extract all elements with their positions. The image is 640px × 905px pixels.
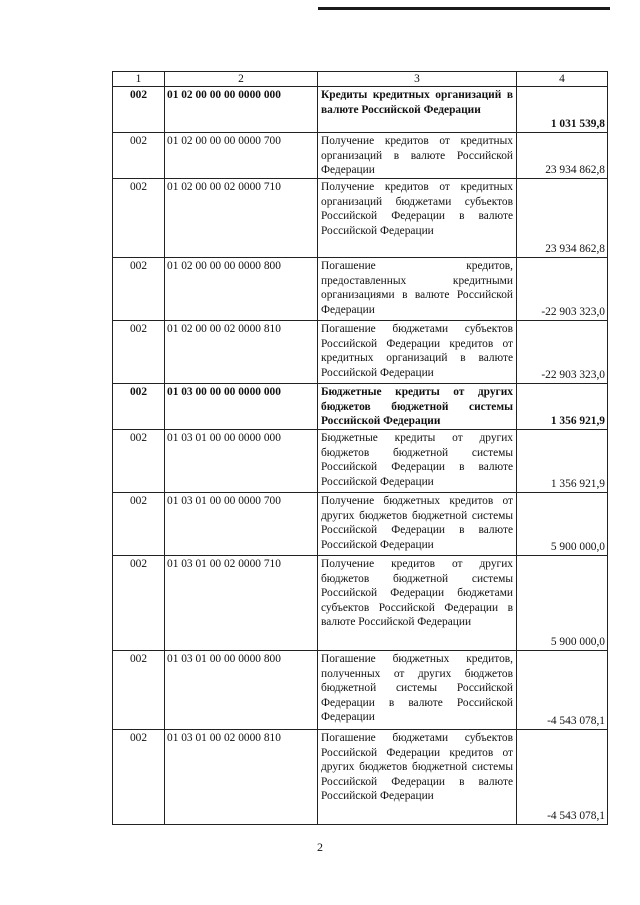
cell-c2: 01 02 00 00 02 0000 710 [165, 179, 318, 258]
cell-c3: Получение кредитов от других бюджетов бюджетной системы Российской Федерации бюджетами субъектов Российской Федерации в валюте Российской Федерации [318, 556, 517, 651]
cell-c4: -4 543 078,1 [517, 651, 608, 730]
cell-c1: 002 [113, 384, 165, 430]
cell-c2: 01 02 00 00 00 0000 700 [165, 133, 318, 179]
cell-c2: 01 03 01 00 00 0000 700 [165, 493, 318, 556]
cell-c4: -22 903 323,0 [517, 258, 608, 321]
cell-c4: 5 900 000,0 [517, 493, 608, 556]
table-row [113, 493, 608, 556]
cell-c4: 1 031 539,8 [517, 87, 608, 133]
cell-c2: 01 02 00 00 00 0000 000 [165, 87, 318, 133]
table-row [113, 133, 608, 179]
header-cell-1: 1 [113, 72, 165, 87]
cell-c1: 002 [113, 179, 165, 258]
cell-c2: 01 03 01 00 02 0000 810 [165, 730, 318, 825]
cell-c2: 01 03 01 00 00 0000 000 [165, 430, 318, 493]
cell-c3: Погашение бюджетами субъектов Российской Федерации кредитов от других бюджетов бюджетной системы Российской Федерации в валюте Российской Федерации [318, 730, 517, 825]
table-row [113, 430, 608, 493]
cell-c1: 002 [113, 556, 165, 651]
top-rule [318, 7, 610, 10]
cell-c4: 23 934 862,8 [517, 179, 608, 258]
header-cell-3: 3 [318, 72, 517, 87]
table-row [113, 556, 608, 651]
cell-c2: 01 03 00 00 00 0000 000 [165, 384, 318, 430]
page-number: 2 [317, 840, 323, 854]
cell-c1: 002 [113, 730, 165, 825]
cell-c3: Получение бюджетных кредитов от других бюджетов бюджетной системы Российской Федерации в валюте Российской Федерации [318, 493, 517, 556]
cell-c1: 002 [113, 87, 165, 133]
cell-c3: Кредиты кредитных организаций в валюте Российской Федерации [318, 87, 517, 133]
table-body [113, 72, 608, 825]
cell-c2: 01 02 00 00 00 0000 800 [165, 258, 318, 321]
cell-c2: 01 03 01 00 00 0000 800 [165, 651, 318, 730]
cell-c4: 5 900 000,0 [517, 556, 608, 651]
budget-table [112, 71, 608, 825]
cell-c1: 002 [113, 430, 165, 493]
header-row [113, 72, 608, 87]
cell-c3: Погашение кредитов, предоставленных кредитными организациями в валюте Российской Федерации [318, 258, 517, 321]
table-row [113, 321, 608, 384]
cell-c2: 01 02 00 00 02 0000 810 [165, 321, 318, 384]
cell-c4: -4 543 078,1 [517, 730, 608, 825]
cell-c3: Получение кредитов от кредитных организаций бюджетами субъектов Российской Федерации в валюте Российской Федерации [318, 179, 517, 258]
table-row [113, 258, 608, 321]
table-row [113, 384, 608, 430]
cell-c3: Погашение бюджетных кредитов, полученных от других бюджетов бюджетной системы Российской Федерации в валюте Российской Федерации [318, 651, 517, 730]
cell-c1: 002 [113, 651, 165, 730]
cell-c4: -22 903 323,0 [517, 321, 608, 384]
cell-c2: 01 03 01 00 02 0000 710 [165, 556, 318, 651]
cell-c1: 002 [113, 258, 165, 321]
header-cell-4: 4 [517, 72, 608, 87]
cell-c3: Погашение бюджетами субъектов Российской Федерации кредитов от кредитных организаций в валюте Российской Федерации [318, 321, 517, 384]
header-cell-2: 2 [165, 72, 318, 87]
cell-c4: 23 934 862,8 [517, 133, 608, 179]
table-row [113, 730, 608, 825]
cell-c4: 1 356 921,9 [517, 384, 608, 430]
cell-c1: 002 [113, 321, 165, 384]
cell-c1: 002 [113, 493, 165, 556]
cell-c3: Получение кредитов от кредитных организаций в валюте Российской Федерации [318, 133, 517, 179]
cell-c4: 1 356 921,9 [517, 430, 608, 493]
table-row [113, 179, 608, 258]
table-row [113, 87, 608, 133]
table-row [113, 651, 608, 730]
cell-c1: 002 [113, 133, 165, 179]
cell-c3: Бюджетные кредиты от других бюджетов бюджетной системы Российской Федерации в валюте Российской Федерации [318, 430, 517, 493]
cell-c3: Бюджетные кредиты от других бюджетов бюджетной системы Российской Федерации [318, 384, 517, 430]
